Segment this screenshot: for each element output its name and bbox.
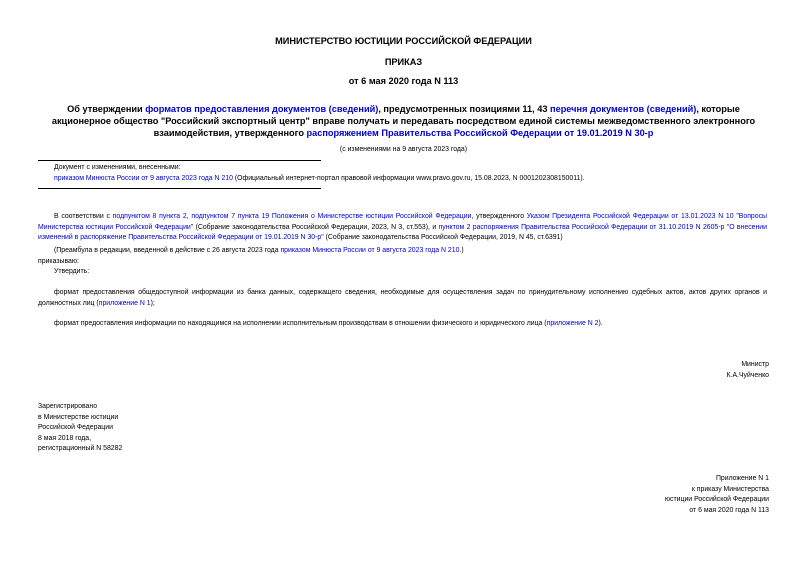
preamble-text-4: (Собрание законодательства Российской Федерации, 2023, N 3, ст.553), и (193, 223, 439, 231)
preamble-link-regulation[interactable]: подпунктом 7 пункта 19 Положения о Министерстве юстиции Российской Федерации (191, 213, 472, 220)
registration-block (38, 402, 122, 455)
preamble-note-link[interactable]: приказом Минюста России от 9 августа 2023 года N 210 (280, 247, 460, 254)
divider-bottom (38, 188, 321, 189)
preamble-note-end: .) (459, 247, 464, 254)
list-item (38, 288, 767, 309)
title-text-1: Об утверждении (67, 104, 146, 114)
item-2-end: ). (598, 320, 603, 327)
preamble-text-1: В соответствии с (54, 213, 113, 220)
ministry-heading: МИНИСТЕРСТВО ЮСТИЦИИ РОССИЙСКОЙ ФЕДЕРАЦИИ (275, 36, 532, 46)
appendix-1-link[interactable]: приложение N 1 (98, 299, 151, 307)
signature-name: К.А.Чуйченко (726, 371, 769, 379)
changes-link[interactable]: приказом Минюста России от 9 августа 2023 года N 210 (54, 175, 233, 182)
document-date: от 6 мая 2020 года N 113 (348, 76, 459, 86)
changes-source: (Официальный интернет-портал правовой информации www.pravo.gov.ru, 15.08.2023, N 0001202308150011). (232, 175, 585, 182)
registration-line-3: Российской Федерации (38, 424, 113, 432)
preamble-text-2: , (186, 213, 192, 220)
title-link-list[interactable]: перечня документов (сведений) (550, 104, 697, 114)
item-2-text: формат предоставления информации по находящимся на исполнении исполнительным производствам в отношении физического и юридического лица ( (54, 320, 547, 327)
appendix-line-3: юстиции Российской Федерации (664, 496, 769, 504)
document-title (40, 103, 767, 139)
divider-top (38, 160, 321, 161)
preamble-note-text: (Преамбула в редакции, введенной в действие с 26 августа 2023 года (54, 247, 281, 254)
preamble-amendment-note (54, 246, 464, 257)
preamble-text-5: (Собрание законодательства Российской Федерации, 2019, N 45, ст.6391) (323, 234, 563, 242)
approve-word: Утвердить: (54, 268, 90, 275)
item-1-end: ); (150, 299, 155, 307)
title-text-2: , предусмотренных позициями 11, 43 (378, 104, 551, 114)
revision-note: (с изменениями на 9 августа 2023 года) (339, 146, 468, 153)
signature-position: Министр (741, 361, 769, 368)
preamble-link-decree[interactable]: Указом Президента Российской Федерации от 13.01.2023 N 10 "Вопросы Министерства юстиции Российской Федерации" (38, 213, 767, 231)
preamble-link-government-order[interactable]: пунктом 2 распоряжения Правительства Российской Федерации от 31.10.2019 N 2605-р "О внесении изменений в распоряжение Правительства Российской Федерации от 19.01.2019 N 30-р" (38, 223, 767, 242)
registration-line-5: регистрационный N 58282 (38, 445, 123, 453)
preamble-link-subpoint-8[interactable]: подпунктом 8 пункта 2 (112, 213, 187, 220)
list-item (38, 319, 767, 330)
signature-block (727, 360, 769, 381)
title-link-order[interactable]: распоряжением Правительства Российской Федерации от 19.01.2019 N 30-р (306, 128, 654, 138)
document-type: ПРИКАЗ (384, 57, 423, 67)
changes-intro: Документ с изменениями, внесенными: (54, 164, 181, 171)
title-text-3: , которые акционерное общество "Российский экспортный центр" вправе получать и передавать посредством единой системы межведомственного электронного взаимодействия, утвержденного (51, 104, 756, 138)
registration-line-1: Зарегистрировано (38, 403, 98, 410)
preamble-text-3: , утвержденного (471, 213, 527, 220)
appendix-line-1: Приложение N 1 (715, 475, 769, 482)
preamble-paragraph (38, 212, 767, 244)
registration-line-4: 8 мая 2018 года, (38, 434, 92, 442)
appendix-heading-block (665, 474, 769, 516)
appendix-line-4: от 6 мая 2020 года N 113 (689, 506, 769, 514)
order-word: приказываю: (38, 258, 79, 265)
registration-line-2: в Министерстве юстиции (38, 413, 119, 421)
item-1-text: формат предоставления общедоступной информации из банка данных, содержащего сведения, необходимые для осуществления задач по принудительному исполнению судебных актов, актов других органов и должностных лиц ( (38, 289, 767, 307)
title-link-formats[interactable]: форматов предоставления документов (сведений) (145, 104, 379, 114)
appendix-2-link[interactable]: приложение N 2 (546, 320, 599, 327)
changes-entry (54, 174, 774, 185)
appendix-line-2: к приказу Министерства (691, 485, 769, 493)
